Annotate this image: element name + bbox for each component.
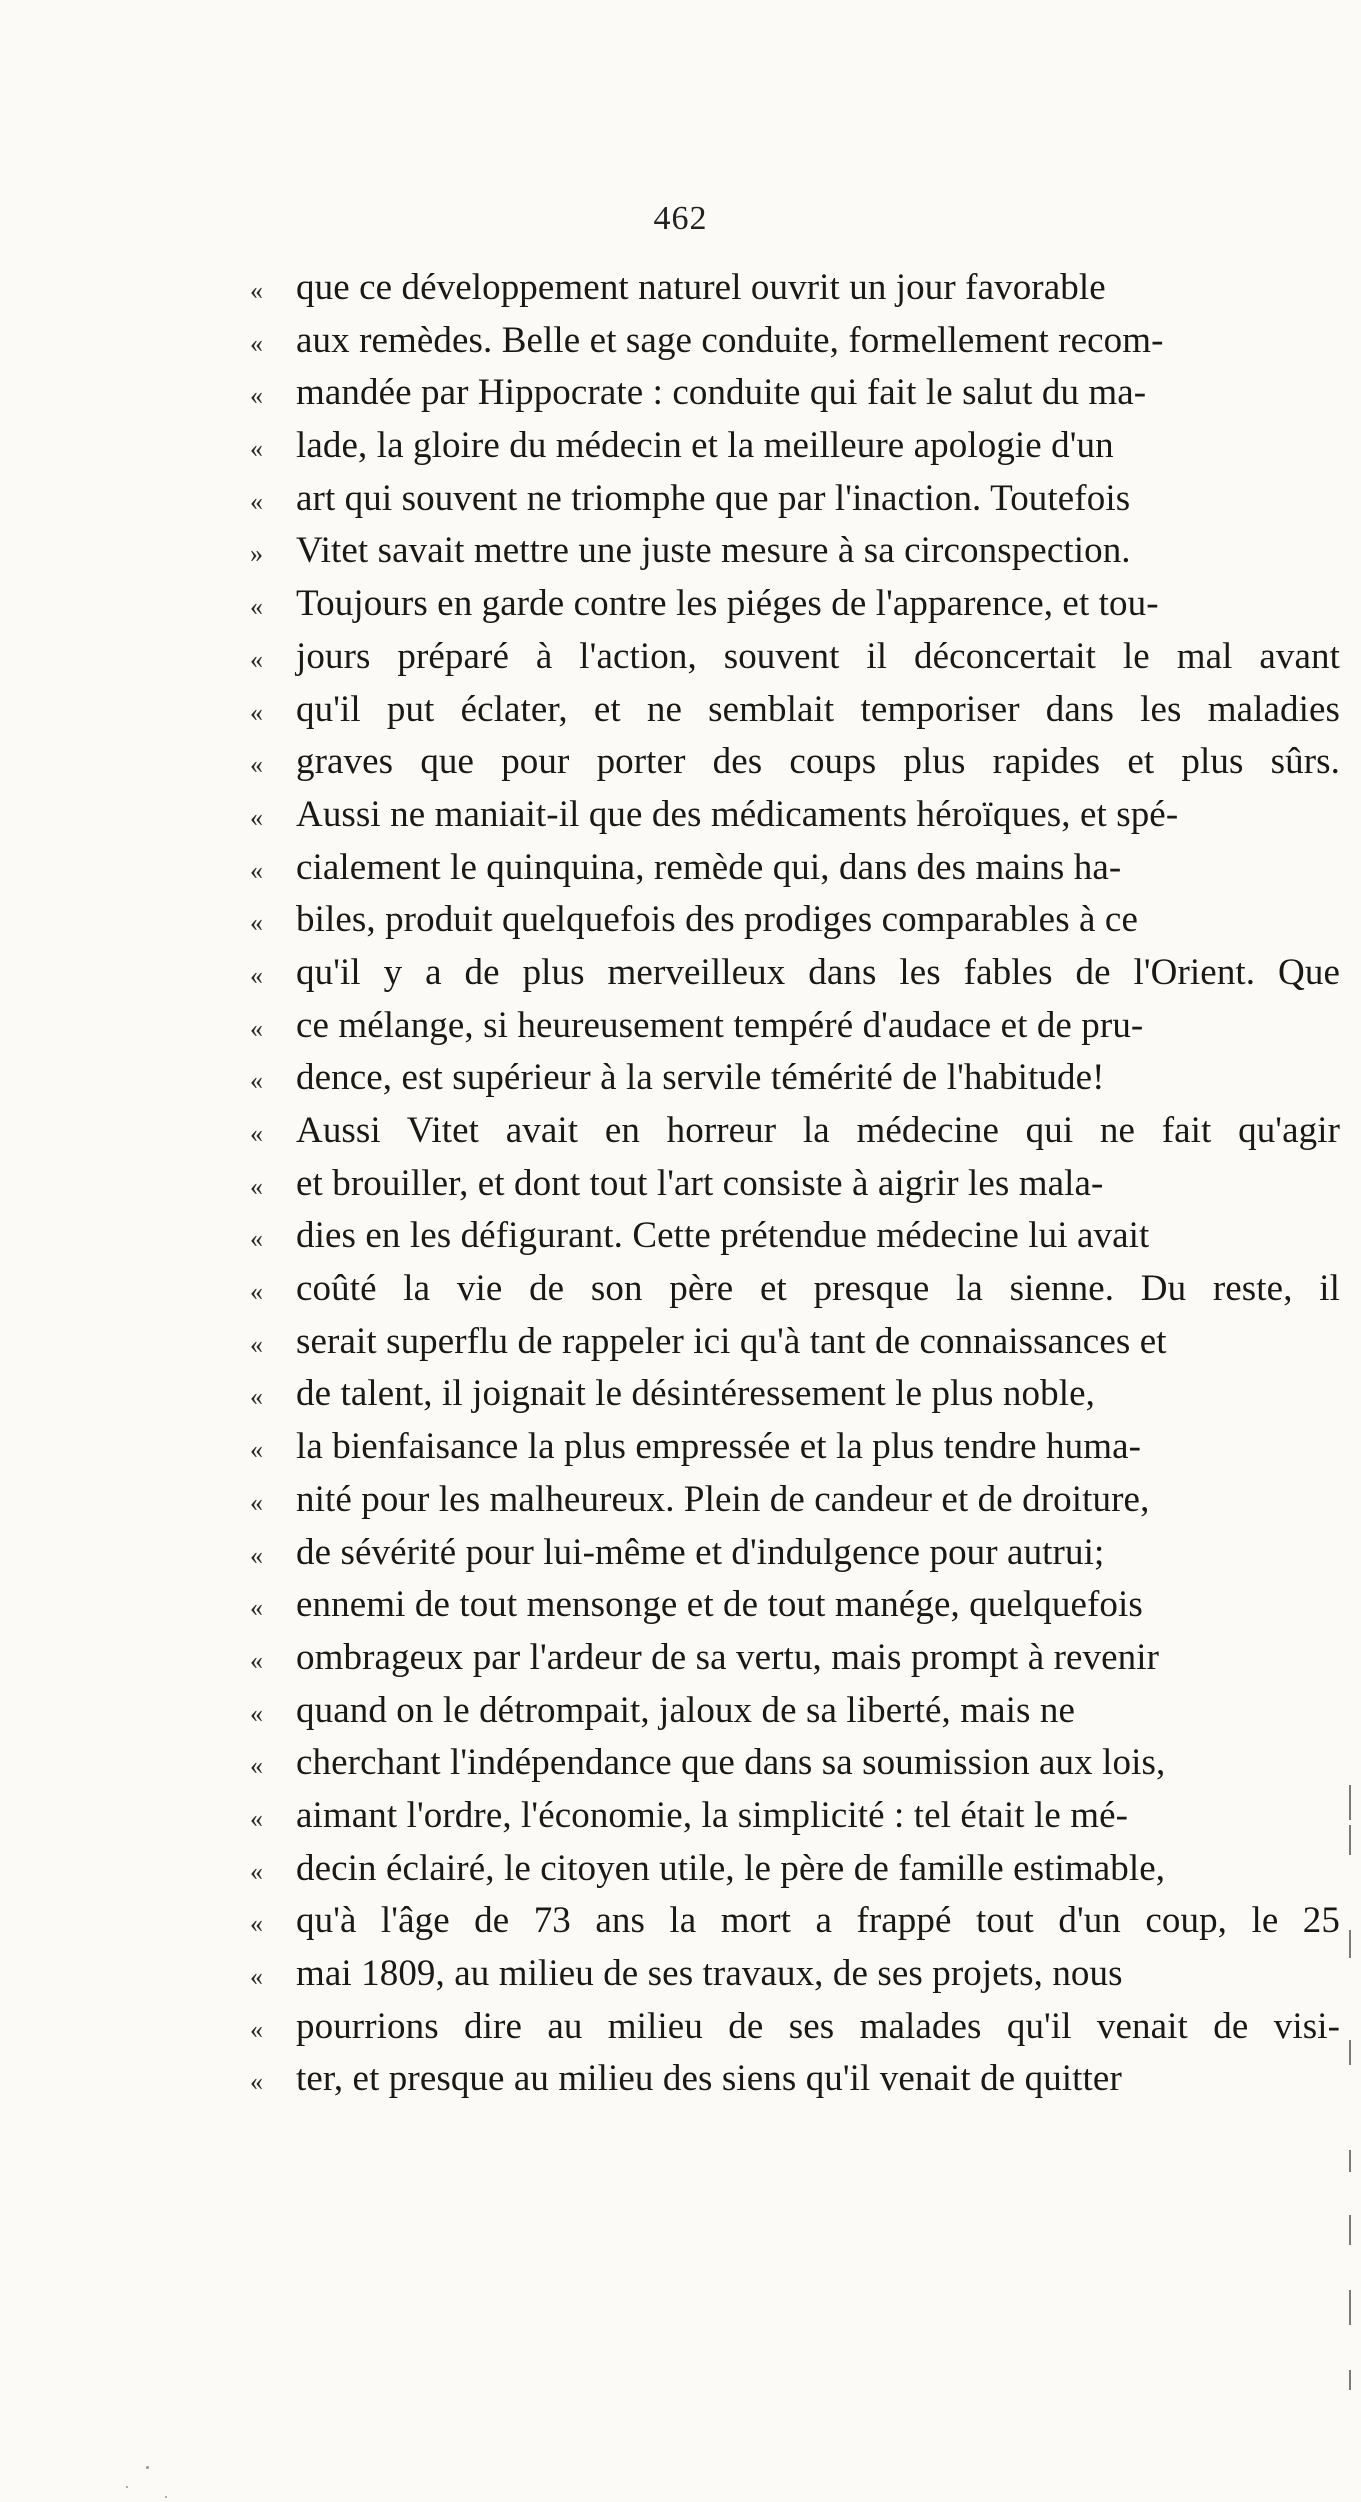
line-text: de sévérité pour lui-même et d'indulgence pour autrui; xyxy=(296,1531,1105,1573)
quote-mark: « xyxy=(250,1962,263,1991)
text-line xyxy=(250,947,1340,1000)
line-text: dence, est supérieur à la servile témérité de l'habitude! xyxy=(296,1057,1105,1099)
line-text: ce mélange, si heureusement tempéré d'audace et de pru- xyxy=(296,1004,1144,1046)
paper-speck xyxy=(165,2496,167,2498)
text-line xyxy=(250,1843,1340,1896)
line-text: graves que pour porter des coups plus rapides et plus sûrs. xyxy=(296,741,1340,783)
line-text: aux remèdes. Belle et sage conduite, formellement recom- xyxy=(296,319,1164,361)
quote-mark: « xyxy=(250,2014,263,2044)
quote-mark: « xyxy=(250,1277,263,1307)
quote-mark: « xyxy=(250,960,263,990)
quote-mark: « xyxy=(250,1909,263,1939)
line-text: dies en les défigurant. Cette prétendue médecine lui avait xyxy=(296,1215,1150,1257)
text-line xyxy=(250,789,1340,842)
text-line xyxy=(250,315,1340,368)
quote-mark: « xyxy=(250,1329,263,1359)
text-line xyxy=(250,1527,1340,1580)
text-line xyxy=(250,1948,1340,2001)
line-text: Aussi Vitet avait en horreur la médecine qui ne fait qu'agir xyxy=(296,1110,1340,1151)
line-text: mandée par Hippocrate : conduite qui fait le salut du ma- xyxy=(296,372,1147,414)
margin-mark xyxy=(1349,2370,1351,2390)
line-text: jours préparé à l'action, souvent il déconcertait le mal avant xyxy=(296,635,1340,677)
text-line xyxy=(250,1263,1340,1316)
line-text: lade, la gloire du médecin et la meilleure apologie d'un xyxy=(296,425,1114,467)
quote-mark: « xyxy=(250,1803,263,1833)
quote-mark: « xyxy=(250,1066,263,1096)
line-text: qu'à l'âge de 73 ans la mort a frappé tout d'un coup, le 25 xyxy=(296,1900,1340,1942)
margin-mark xyxy=(1349,1825,1351,1855)
quote-mark: « xyxy=(250,750,263,780)
text-line xyxy=(250,1421,1340,1474)
text-line xyxy=(250,420,1340,473)
text-line xyxy=(250,1316,1340,1369)
text-line xyxy=(250,842,1340,895)
margin-mark xyxy=(1349,2290,1351,2325)
line-text: la bienfaisance la plus empressée et la plus tendre huma- xyxy=(296,1426,1142,1468)
margin-mark xyxy=(1349,1930,1351,1958)
quote-mark: « xyxy=(250,1013,263,1043)
text-line xyxy=(250,1685,1340,1738)
quote-mark: « xyxy=(250,276,263,305)
quote-mark: » xyxy=(250,539,263,569)
text-line xyxy=(250,1368,1340,1421)
quote-mark: « xyxy=(250,486,263,516)
text-line xyxy=(250,525,1340,578)
line-text: qu'il put éclater, et ne semblait temporiser dans les maladies xyxy=(296,688,1340,730)
text-line xyxy=(250,1790,1340,1843)
line-text: art qui souvent ne triomphe que par l'inaction. Toutefois xyxy=(296,477,1131,519)
quote-mark: « xyxy=(250,2067,263,2097)
line-text: cherchant l'indépendance que dans sa soumission aux lois, xyxy=(296,1742,1166,1784)
text-line xyxy=(250,1579,1340,1632)
text-line xyxy=(250,1632,1340,1685)
line-text: pourrions dire au milieu de ses malades qu'il venait de visi- xyxy=(296,2005,1340,2047)
margin-mark xyxy=(1349,2040,1351,2065)
paper-speck xyxy=(126,2486,128,2488)
margin-mark xyxy=(1349,2150,1351,2172)
line-text: ter, et presque au milieu des siens qu'il venait de quitter xyxy=(296,2058,1122,2100)
quote-mark: « xyxy=(250,1698,263,1728)
line-text: mai 1809, au milieu de ses travaux, de ses projets, nous xyxy=(296,1953,1123,1994)
line-text: aimant l'ordre, l'économie, la simplicité : tel était le mé- xyxy=(296,1794,1129,1836)
text-line xyxy=(250,1737,1340,1790)
text-line xyxy=(250,1105,1340,1158)
text-line xyxy=(250,1158,1340,1211)
quote-mark: « xyxy=(250,1751,263,1781)
quote-mark: « xyxy=(250,1171,263,1201)
page-number: 462 xyxy=(653,200,708,237)
quote-mark: « xyxy=(250,855,263,885)
line-text: qu'il y a de plus merveilleux dans les fables de l'Orient. Que xyxy=(296,951,1340,993)
quote-mark: « xyxy=(250,1487,263,1517)
quote-mark: « xyxy=(250,381,263,411)
quote-mark: « xyxy=(250,1856,263,1886)
text-line xyxy=(250,367,1340,420)
line-text: Toujours en garde contre les piéges de l'apparence, et tou- xyxy=(296,583,1159,625)
line-text: quand on le détrompait, jaloux de sa liberté, mais ne xyxy=(296,1689,1075,1731)
quote-mark: « xyxy=(250,592,263,622)
paper-speck xyxy=(146,2466,149,2469)
text-line xyxy=(250,262,1340,315)
text-line xyxy=(250,2053,1340,2106)
line-text: coûté la vie de son père et presque la sienne. Du reste, il xyxy=(296,1268,1340,1310)
quote-mark: « xyxy=(250,328,263,358)
line-text: et brouiller, et dont tout l'art consiste à aigrir les mala- xyxy=(296,1162,1104,1204)
body-text xyxy=(250,262,1340,2106)
text-line xyxy=(250,631,1340,684)
margin-mark xyxy=(1349,1785,1351,1820)
margin-mark xyxy=(1349,2215,1351,2245)
text-line xyxy=(250,1210,1340,1263)
quote-mark: « xyxy=(250,1645,263,1675)
line-text: ennemi de tout mensonge et de tout manége, quelquefois xyxy=(296,1584,1143,1626)
text-line xyxy=(250,1000,1340,1053)
line-text: cialement le quinquina, remède qui, dans des mains ha- xyxy=(296,846,1122,888)
line-text: Aussi ne maniait-il que des médicaments héroïques, et spé- xyxy=(296,793,1179,835)
text-line xyxy=(250,736,1340,789)
quote-mark: « xyxy=(250,908,263,938)
quote-mark: « xyxy=(250,802,263,832)
text-line xyxy=(250,1895,1340,1948)
line-text: decin éclairé, le citoyen utile, le père de famille estimable, xyxy=(296,1847,1166,1889)
line-text: biles, produit quelquefois des prodiges comparables à ce xyxy=(296,899,1138,941)
text-line xyxy=(250,473,1340,526)
text-line xyxy=(250,2001,1340,2054)
line-text: ombrageux par l'ardeur de sa vertu, mais prompt à revenir xyxy=(296,1636,1160,1678)
text-line xyxy=(250,894,1340,947)
quote-mark: « xyxy=(250,697,263,727)
line-text: de talent, il joignait le désintéressement le plus noble, xyxy=(296,1373,1095,1415)
quote-mark: « xyxy=(250,1119,263,1148)
quote-mark: « xyxy=(250,1540,263,1570)
line-text: nité pour les malheureux. Plein de candeur et de droiture, xyxy=(296,1478,1150,1520)
quote-mark: « xyxy=(250,1593,263,1623)
quote-mark: « xyxy=(250,1224,263,1254)
line-text: que ce développement naturel ouvrit un jour favorable xyxy=(296,267,1106,308)
text-line xyxy=(250,1474,1340,1527)
line-text: Vitet savait mettre une juste mesure à sa circonspection. xyxy=(296,530,1131,572)
quote-mark: « xyxy=(250,1382,263,1412)
quote-mark: « xyxy=(250,434,263,464)
text-line xyxy=(250,578,1340,631)
quote-mark: « xyxy=(250,644,263,674)
text-line xyxy=(250,684,1340,737)
line-text: serait superflu de rappeler ici qu'à tant de connaissances et xyxy=(296,1320,1167,1362)
text-line xyxy=(250,1052,1340,1105)
quote-mark: « xyxy=(250,1435,263,1465)
